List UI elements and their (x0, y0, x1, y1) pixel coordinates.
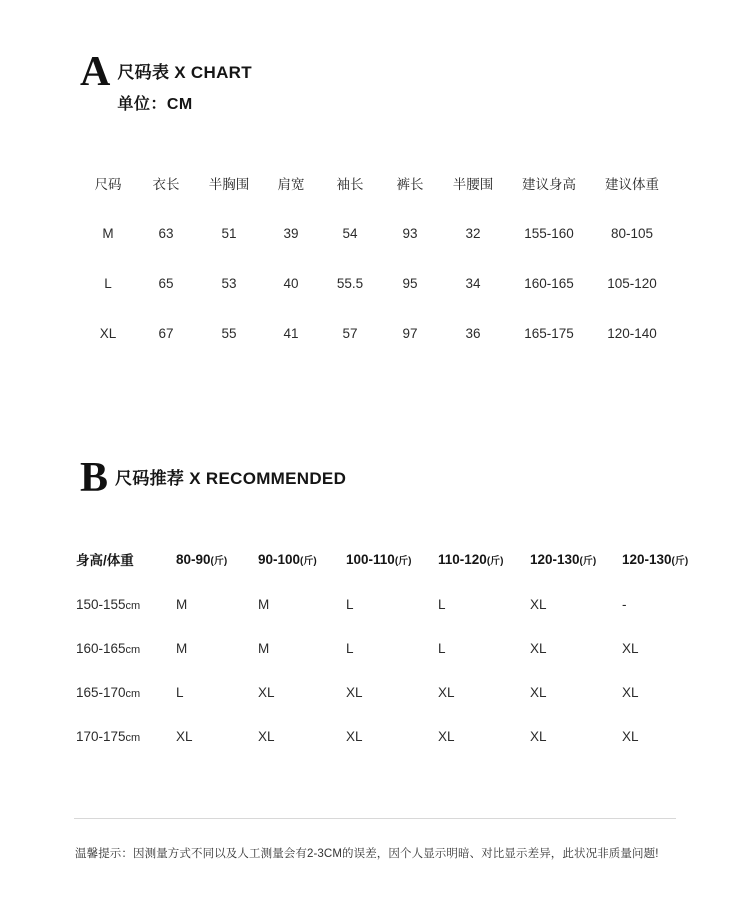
weight-unit: (斤) (210, 555, 228, 567)
section-b-title-wrap (107, 458, 346, 489)
section-b-letter: B (80, 455, 108, 501)
cell-suggested-height: 155-160 (524, 225, 574, 241)
cell-recommended-size: XL (530, 728, 547, 744)
col-header-weight-6 (622, 536, 714, 582)
table-header-row (80, 158, 672, 208)
cell-half-waist: 36 (465, 325, 481, 341)
section-a-heading (80, 49, 252, 114)
weight-range-value: 110-120 (438, 551, 487, 567)
weight-range-value: 120-130 (530, 551, 580, 567)
weight-unit: (斤) (486, 555, 504, 567)
row-header-height (76, 626, 176, 670)
cell-suggested-weight: 80-105 (610, 225, 654, 241)
cell-length: 63 (158, 225, 174, 241)
cell-half-waist: 32 (465, 225, 481, 241)
cell-recommended-size: L (346, 640, 354, 656)
weight-unit: (斤) (671, 555, 689, 567)
weight-unit: (斤) (394, 555, 412, 567)
col-header-suggested-weight: 建议体重 (605, 177, 659, 192)
cell-recommended-size: XL (438, 684, 455, 700)
height-range-value: 165-170 (76, 684, 126, 700)
table-row (80, 258, 672, 308)
table-row (80, 308, 672, 358)
height-range-value: 160-165 (76, 640, 126, 656)
table-header-row (76, 536, 714, 582)
height-unit: cm (125, 643, 141, 656)
cell-sleeve: 57 (342, 325, 358, 341)
col-header-half-bust: 半胸围 (208, 177, 250, 192)
cell-recommended-size: L (438, 596, 446, 612)
cell-recommended-size: M (176, 640, 188, 656)
table-row (76, 626, 714, 670)
cell-half-waist: 34 (465, 275, 481, 291)
cell-recommended-size: M (176, 596, 188, 612)
section-a-subtitle: 单位：CM (117, 96, 193, 113)
cell-pants-length: 95 (402, 275, 418, 291)
weight-range-value: 80-90 (176, 551, 211, 567)
cell-recommended-size: XL (530, 640, 547, 656)
cell-shoulder: 40 (283, 275, 299, 291)
cell-recommended-size: L (346, 596, 354, 612)
cell-size: XL (99, 325, 117, 341)
cell-recommended-size: XL (346, 728, 363, 744)
table-row (80, 208, 672, 258)
col-header-sleeve: 袖长 (336, 177, 364, 192)
cell-recommended-size: XL (258, 728, 275, 744)
cell-half-bust: 51 (221, 225, 237, 241)
weight-unit: (斤) (300, 555, 317, 567)
row-header-height (76, 582, 176, 626)
row-header-height (76, 714, 176, 758)
col-header-height-weight: 身高/体重 (76, 553, 134, 568)
cell-suggested-weight: 120-140 (607, 325, 657, 341)
col-header-weight-3 (346, 536, 438, 582)
cell-recommended-size: M (258, 596, 270, 612)
cell-half-bust: 55 (221, 325, 237, 341)
cell-suggested-height: 160-165 (524, 275, 574, 291)
cell-shoulder: 39 (283, 225, 299, 241)
weight-range-value: 120-130 (622, 551, 672, 567)
cell-recommended-size: XL (176, 728, 193, 744)
section-b-heading (80, 455, 347, 501)
cell-sleeve: 55.5 (336, 275, 364, 291)
section-b-title: 尺码推荐 X RECOMMENDED (115, 469, 347, 488)
cell-recommended-size: XL (622, 640, 639, 656)
weight-range-value: 90-100 (258, 551, 301, 567)
col-header-pants-length: 裤长 (396, 177, 424, 192)
col-header-weight-1 (176, 536, 258, 582)
cell-recommended-size: L (176, 684, 184, 700)
cell-pants-length: 97 (402, 325, 418, 341)
cell-length: 67 (158, 325, 174, 341)
footer-note: 温馨提示：因测量方式不同以及人工测量会有2-3CM的误差，因个人显示明暗、对比显示差异，此状况非质量问题! (75, 848, 659, 860)
table-row (76, 714, 714, 758)
cell-recommended-size: XL (530, 684, 547, 700)
col-header-size: 尺码 (94, 177, 122, 192)
col-header-half-waist: 半腰围 (452, 177, 494, 192)
cell-size: L (104, 275, 112, 291)
section-a-letter: A (80, 49, 110, 95)
col-header-suggested-height: 建议身高 (522, 177, 576, 192)
cell-recommended-size: XL (258, 684, 275, 700)
cell-suggested-weight: 105-120 (607, 275, 657, 291)
row-header-height (76, 670, 176, 714)
cell-shoulder: 41 (283, 325, 299, 341)
cell-recommended-size: XL (530, 596, 547, 612)
col-header-shoulder: 肩宽 (277, 177, 305, 192)
cell-length: 65 (158, 275, 174, 291)
cell-suggested-height: 165-175 (524, 325, 574, 341)
height-unit: cm (125, 731, 141, 744)
cell-recommended-size: XL (622, 728, 639, 744)
cell-recommended-size: XL (622, 684, 639, 700)
cell-half-bust: 53 (221, 275, 237, 291)
cell-size: M (102, 225, 114, 241)
height-range-value: 170-175 (76, 728, 126, 744)
cell-recommended-size: XL (438, 728, 455, 744)
cell-recommended-size: XL (346, 684, 363, 700)
section-a-title: 尺码表 X CHART (117, 63, 252, 82)
size-chart-table (80, 158, 672, 358)
table-row (76, 670, 714, 714)
cell-recommended-size: - (622, 596, 627, 612)
col-header-weight-4 (438, 536, 530, 582)
col-header-weight-5 (530, 536, 622, 582)
footer-divider (74, 818, 676, 819)
height-range-value: 150-155 (76, 596, 126, 612)
col-header-weight-2 (258, 536, 346, 582)
size-recommendation-table (76, 536, 714, 758)
weight-range-value: 100-110 (346, 551, 395, 567)
section-a-title-wrap (109, 52, 252, 114)
weight-unit: (斤) (579, 555, 597, 567)
cell-recommended-size: M (258, 640, 270, 656)
col-header-length: 衣长 (152, 177, 180, 192)
cell-recommended-size: L (438, 640, 446, 656)
table-row (76, 582, 714, 626)
height-unit: cm (125, 599, 141, 612)
height-unit: cm (125, 687, 141, 700)
cell-sleeve: 54 (342, 225, 358, 241)
cell-pants-length: 93 (402, 225, 418, 241)
